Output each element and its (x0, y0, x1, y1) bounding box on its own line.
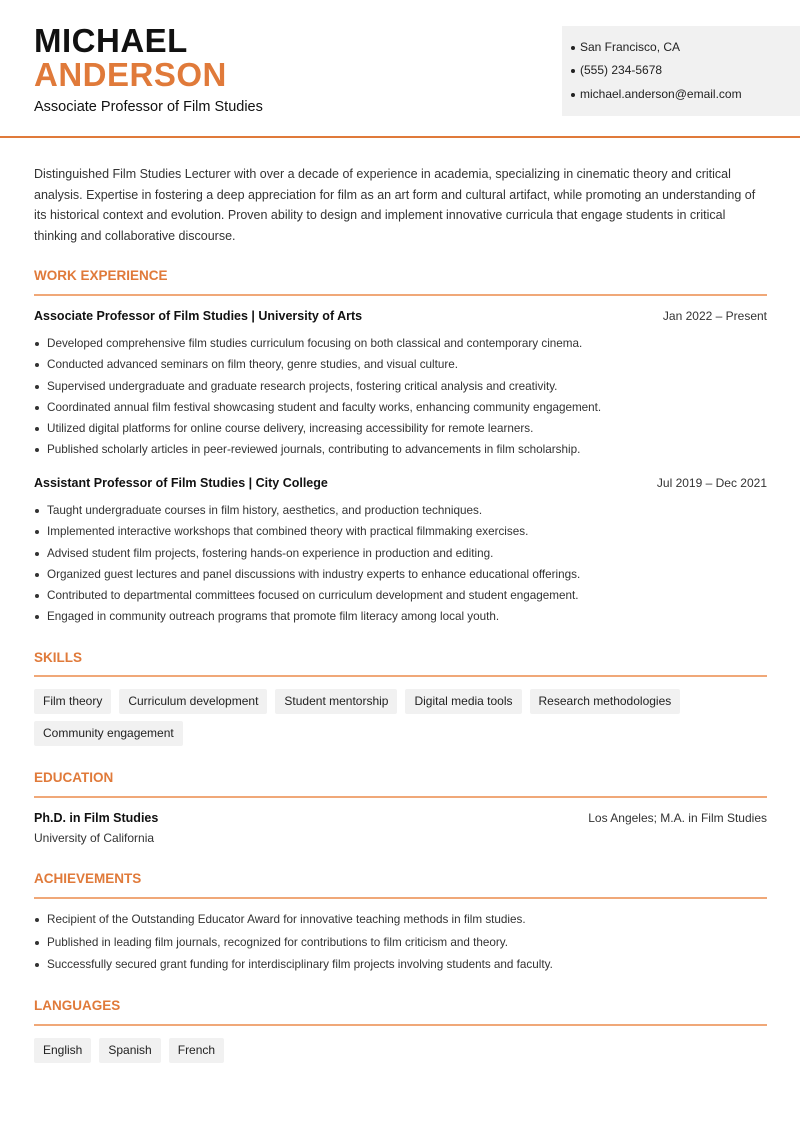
skill-chip: Community engagement (34, 721, 183, 746)
list-item: Engaged in community outreach programs that promote film literacy among local youth. (34, 606, 774, 627)
skill-chip: Research methodologies (530, 689, 681, 714)
languages-heading: LANGUAGES (34, 998, 121, 1013)
skill-chip: Curriculum development (119, 689, 267, 714)
work-divider (34, 294, 767, 296)
list-item: Advised student film projects, fostering hands-on experience in production and editing. (34, 543, 774, 564)
job-2-title: Assistant Professor of Film Studies | City College (34, 476, 328, 490)
language-chip: English (34, 1038, 91, 1063)
education-divider (34, 796, 767, 798)
first-name: MICHAEL (34, 22, 188, 59)
language-chip: French (169, 1038, 224, 1063)
job-2-bullets (34, 500, 774, 628)
list-item: Conducted advanced seminars on film theory, genre studies, and visual culture. (34, 354, 774, 375)
list-item: Developed comprehensive film studies curriculum focusing on both classical and contemporary cinema. (34, 333, 774, 354)
languages-chips (34, 1038, 774, 1070)
skills-divider (34, 675, 767, 677)
language-chip: Spanish (99, 1038, 160, 1063)
last-name: ANDERSON (34, 56, 227, 93)
skill-chip: Student mentorship (275, 689, 397, 714)
job-1-title: Associate Professor of Film Studies | University of Arts (34, 309, 363, 323)
list-item: Utilized digital platforms for online course delivery, increasing accessibility for remote learners. (34, 418, 774, 439)
education-location: Los Angeles; M.A. in Film Studies (588, 811, 767, 825)
education-degree: Ph.D. in Film Studies (34, 811, 159, 825)
list-item: Taught undergraduate courses in film history, aesthetics, and production techniques. (34, 500, 774, 521)
achievements-divider (34, 897, 767, 899)
list-item: Implemented interactive workshops that combined theory with practical filmmaking exercises. (34, 521, 774, 542)
list-item: Recipient of the Outstanding Educator Award for innovative teaching methods in film studies. (34, 909, 774, 932)
list-item: Coordinated annual film festival showcasing student and faculty works, enhancing community engagement. (34, 397, 774, 418)
job-title: Associate Professor of Film Studies (34, 99, 263, 115)
skill-chip: Digital media tools (405, 689, 521, 714)
job-1-dates: Jan 2022 – Present (662, 309, 767, 323)
skill-chip: Film theory (34, 689, 111, 714)
work-experience-heading: WORK EXPERIENCE (34, 268, 168, 283)
resume-header (0, 0, 800, 138)
list-item: Organized guest lectures and panel discussions with industry experts to enhance educational offerings. (34, 564, 774, 585)
list-item: Supervised undergraduate and graduate research projects, fostering critical analysis and creativity. (34, 376, 774, 397)
job-2-dates: Jul 2019 – Dec 2021 (656, 476, 767, 490)
languages-divider (34, 1024, 767, 1026)
job-1-bullets (34, 333, 774, 461)
contact-phone: (555) 234-5678 (580, 63, 663, 77)
education-heading: EDUCATION (34, 770, 114, 785)
achievements-heading: ACHIEVEMENTS (34, 871, 142, 886)
list-item: Published scholarly articles in peer-reviewed journals, contributing to advancements in film scholarship. (34, 439, 774, 460)
list-item: Contributed to departmental committees focused on curriculum development and student engagement. (34, 585, 774, 606)
education-school: University of California (34, 831, 155, 845)
contact-email: michael.anderson@email.com (580, 87, 742, 101)
contact-location: San Francisco, CA (580, 40, 681, 54)
list-item: Published in leading film journals, recognized for contributions to film criticism and theory. (34, 932, 774, 955)
skills-heading: SKILLS (34, 650, 83, 665)
achievements-list (34, 909, 774, 977)
list-item: Successfully secured grant funding for interdisciplinary film projects involving students and faculty. (34, 954, 774, 977)
contact-box (562, 26, 800, 116)
skills-chips (34, 689, 774, 753)
summary-paragraph: Distinguished Film Studies Lecturer with over a decade of experience in academia, specializing in cinematic theory and critical analysis. Expertise in fostering a deep appreciation for film as an art form and cultural artifact, while promoting an understanding of its historical context and evolution. Proven ability to design and implement innovative curricula that engage students in critical thinking and collaborative discourse. (34, 167, 756, 243)
